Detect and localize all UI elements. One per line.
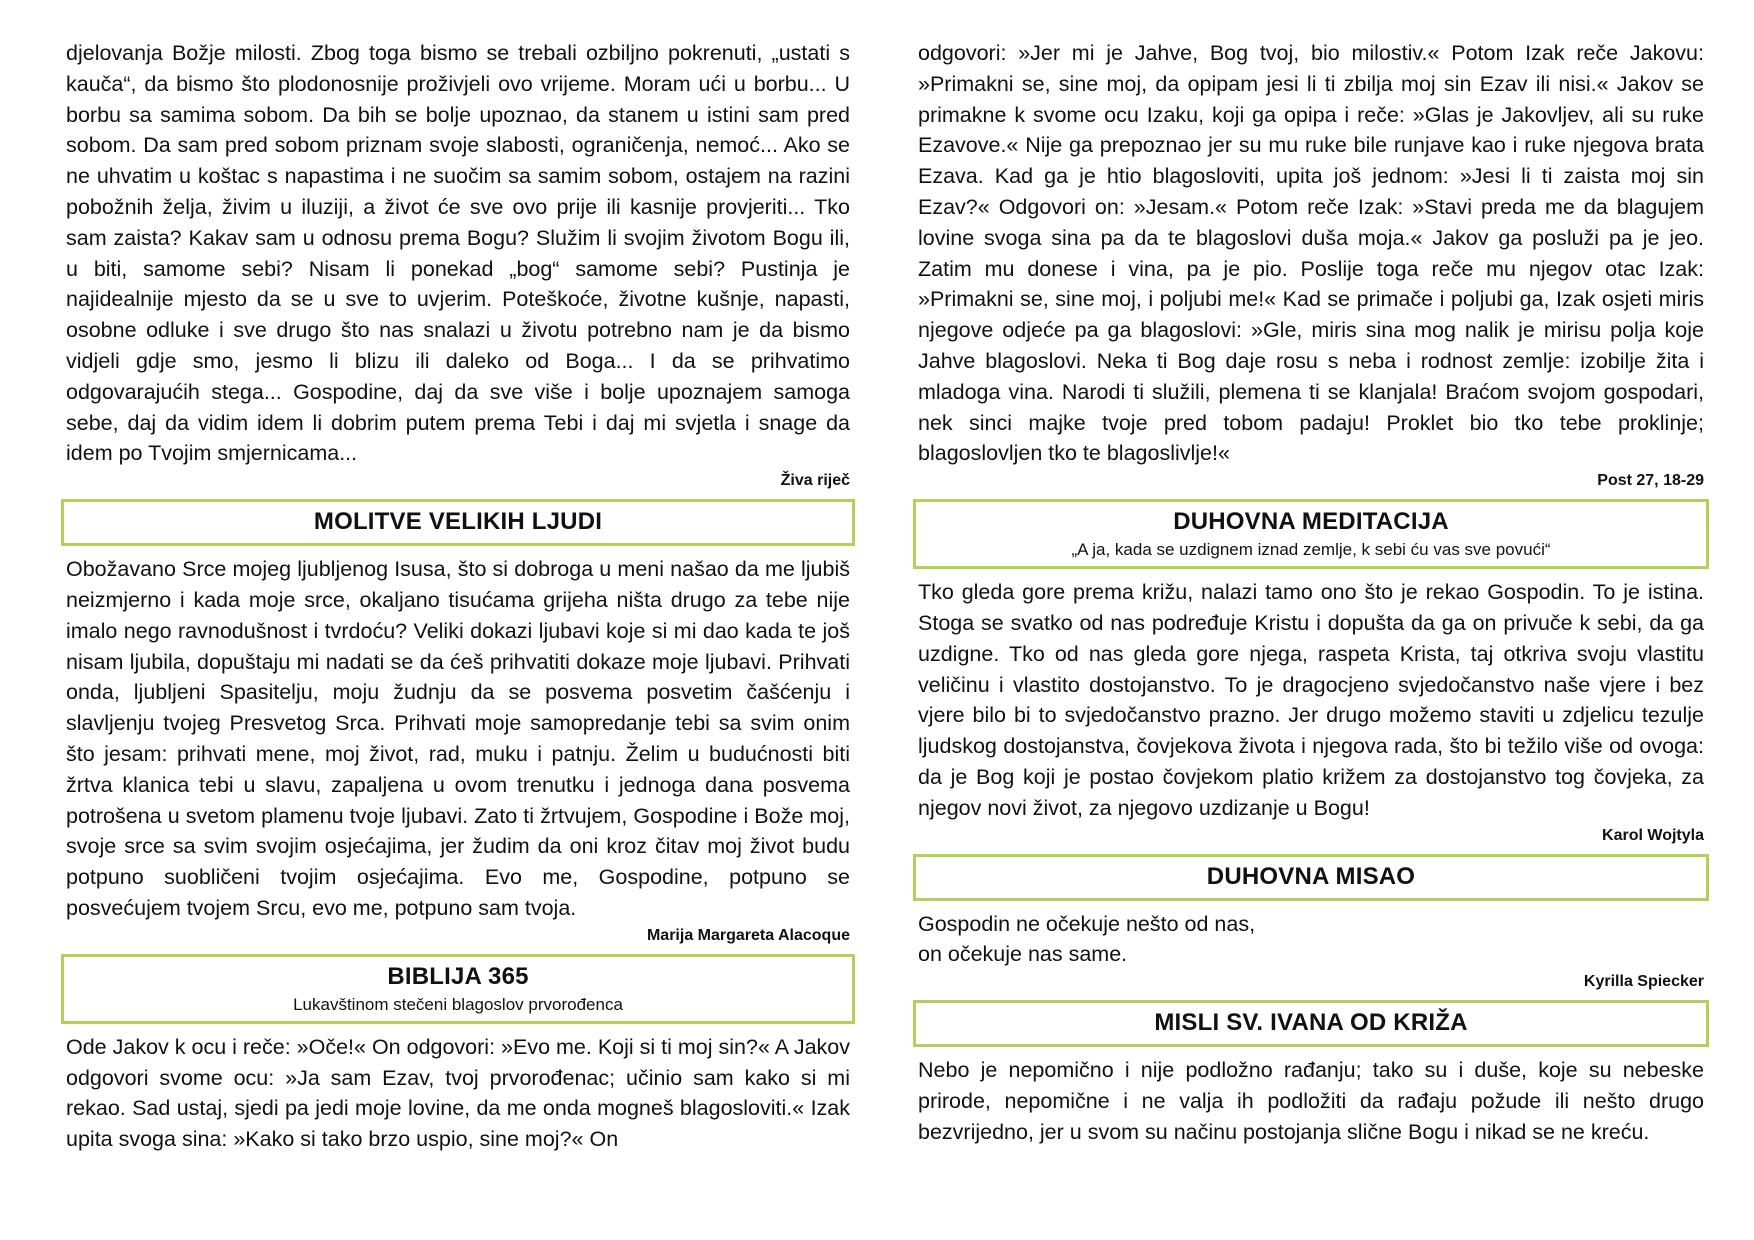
thought-line-1: Gospodin ne očekuje nešto od nas, <box>918 911 1256 936</box>
right-column <box>918 38 1704 1148</box>
bible-heading: BIBLIJA 365 <box>387 962 529 990</box>
bible-subheading: Lukavštinom stečeni blagoslov prvorođenca <box>293 994 623 1014</box>
bible-source: Post 27, 18-29 <box>1597 472 1704 490</box>
thought-line-2: on očekuje nas same. <box>918 942 1128 967</box>
john-of-cross-paragraph: Nebo je nepomično i nije podložno rađanju; tako su i duše, koje su nebeske prirode, nepomične i ne valja ih podložiti da rađaju požude ili nešto drugo bezvrijedno, jer u svom su načinu postojanja slične Bogu i nikad se ne kreću. <box>918 1058 1704 1144</box>
bible-continued-paragraph: odgovori: »Jer mi je Jahve, Bog tvoj, bio milostiv.« Potom Izak reče Jakovu: »Primakni se, sine moj, da opipam jesi li ti zbilja moj sin Ezav ili nisi.« Jakov se primakne k svome ocu Izaku, koji ga opipa i reče: »Glas je Jakovljev, ali su ruke Ezavove.« Nije ga prepoznao jer su mu ruke bile runjave kao i ruke njegova brata Ezava. Kad ga je htio blagosloviti, upita još jednom: »Jesi li ti zaista moj sin Ezav?« Odgovori on: »Jesam.« Potom reče Izak: »Stavi preda me da blagujem lovine svoga sina pa da te blagoslovi duša moja.« Jakov ga posluži pa je jeo. Zatim mu donese i vina, pa je pio. Poslije toga reče mu njegov otac Izak: »Primakni se, sine moj, i poljubi me!« Kad se primače i poljubi ga, Izak osjeti miris njegove odjeće pa ga blagoslovi: »Gle, miris sina mog nalik je mirisu polja koje Jahve blagoslovi. Neka ti Bog daje rosu s neba i rodnost zemlje: izobilje žita i mladoga vina. Narodi ti služili, plemena ti se klanjala! Braćom svojom gospodari, nek sinci majke tvoje pred tobom padaju! Proklet bio tko tebe proklinje; blagoslovljen tko te blagoslivlje!« <box>918 41 1704 466</box>
bible-heading-box <box>61 954 855 1024</box>
bible-paragraph: Ode Jakov k ocu i reče: »Oče!« On odgovori: »Evo me. Koji si ti moj sin?« A Jakov odgovori svome ocu: »Ja sam Ezav, tvoj prvorođenac; učinio sam kako si mi rekao. Sad ustaj, sjedi pa jedi moje lovine, da me onda mogneš blagosloviti.« Izak upita svoga sina: »Kako si tako brzo uspio, sine moj?« On <box>66 1034 850 1152</box>
thought-heading: DUHOVNA MISAO <box>1206 862 1416 890</box>
intro-paragraph: djelovanja Božje milosti. Zbog toga bismo se trebali ozbiljno pokrenuti, „ustati s kauča“, da bismo što plodonosnije proživjeli ovo vrijeme. Moram ući u borbu... U borbu sa samima sobom. Da bih se bolje upoznao, da stanem u istini sam pred sobom. Da sam pred sobom priznam svoje slabosti, ograničenja, nemoć... Ako se ne uhvatim u koštac s napastima i ne suočim sa samim sobom, ostajem na razini pobožnih želja, živim u iluziji, a život će sve ovo prije ili kasnije provjeriti... Tko sam zaista? Kakav sam u odnosu prema Bogu? Služim li svojim životom Bogu ili, u biti, samome sebi? Nisam li ponekad „bog“ samome sebi? Pustinja je najidealnije mjesto da se u sve to uvjerim. Poteškoće, životne kušnje, napasti, osobne odluke i sve drugo što nas snalazi u životu potrebno nam je da bismo vidjeli gdje smo, jesmo li blizu ili daleko od Boga... I da se prihvatimo odgovarajućih stega... Gospodine, daj da sve više i bolje upoznajem samoga sebe, daj da vidim idem li dobrim putem prema Tebi i daj mi svjetla i snage da idem po Tvojim smjernicama... <box>66 41 850 466</box>
left-column <box>66 38 850 1155</box>
intro-source: Živa riječ <box>780 472 850 490</box>
meditation-source: Karol Wojtyla <box>1602 826 1704 844</box>
prayer-source: Marija Margareta Alacoque <box>646 926 850 944</box>
meditation-heading-box <box>913 499 1709 569</box>
meditation-subheading: „A ja, kada se uzdignem iznad zemlje, k sebi ću vas sve povući“ <box>1071 540 1551 560</box>
prayer-heading-box <box>61 499 855 546</box>
meditation-heading: DUHOVNA MEDITACIJA <box>1173 508 1449 536</box>
john-of-cross-heading: MISLI SV. IVANA OD KRIŽA <box>1154 1009 1468 1037</box>
prayer-heading: MOLITVE VELIKIH LJUDI <box>313 508 603 536</box>
meditation-paragraph: Tko gleda gore prema križu, nalazi tamo ono što je rekao Gospodin. To je istina. Stoga se svatko od nas podređuje Kristu i dopušta da ga on privuče k sebi, da ga uzdigne. Tko od nas gleda gore njega, raspeta Krista, taj otkriva svoju vlastitu veličinu i vlastito dostojanstvo. To je dragocjeno svjedočanstvo naše vjere i bez vjere bilo bi to svjedočanstvo prazno. Jer drugo možemo staviti u zdjelicu tezulje ljudskog dostojanstva, čovjekova života i njegova rada, što bi težilo više od ovoga: da je Bog koji je postao čovjekom platio križem za dostojanstvo tog čovjeka, za njegov novi život, za njegovo uzdizanje u Bogu! <box>918 580 1704 820</box>
thought-source: Kyrilla Spiecker <box>1583 973 1704 991</box>
john-of-cross-heading-box <box>913 1000 1709 1047</box>
thought-heading-box <box>913 854 1709 901</box>
prayer-paragraph: Obožavano Srce mojeg ljubljenog Isusa, što si dobroga u meni našao da me ljubiš neizmjerno i kada moje srce, okaljano tisućama grijeha ništa drugo za tebe nije imalo nego ravnodušnost i tvrdoću? Veliki dokazi ljubavi koje si mi dao kada te još nisam ljubila, dopuštaju mi nadati se da ćeš prihvatiti dokaze moje ljubavi. Prihvati onda, ljubljeni Spasitelju, moju žudnju da se posvema posvetim čašćenju i slavljenju tvojeg Presvetog Srca. Prihvati moje samopredanje tebi sa svim onim što jesam: prihvati mene, moj život, rad, muku i patnju. Želim u budućnosti biti žrtva klanica tebi u slavu, zapaljena u ovom trenutku i jednoga dana posvema potrošena u svetom plamenu tvoje ljubavi. Zato ti žrtvujem, Gospodine i Bože moj, svoje srce sa svim svojim osjećajima, jer žudim da oni kroz čitav moj život budu potpuno suobličeni tvojim osjećajima. Evo me, Gospodine, potpuno se posvećujem tvojem Srcu, evo me, potpuno sam tvoja. <box>66 557 850 920</box>
